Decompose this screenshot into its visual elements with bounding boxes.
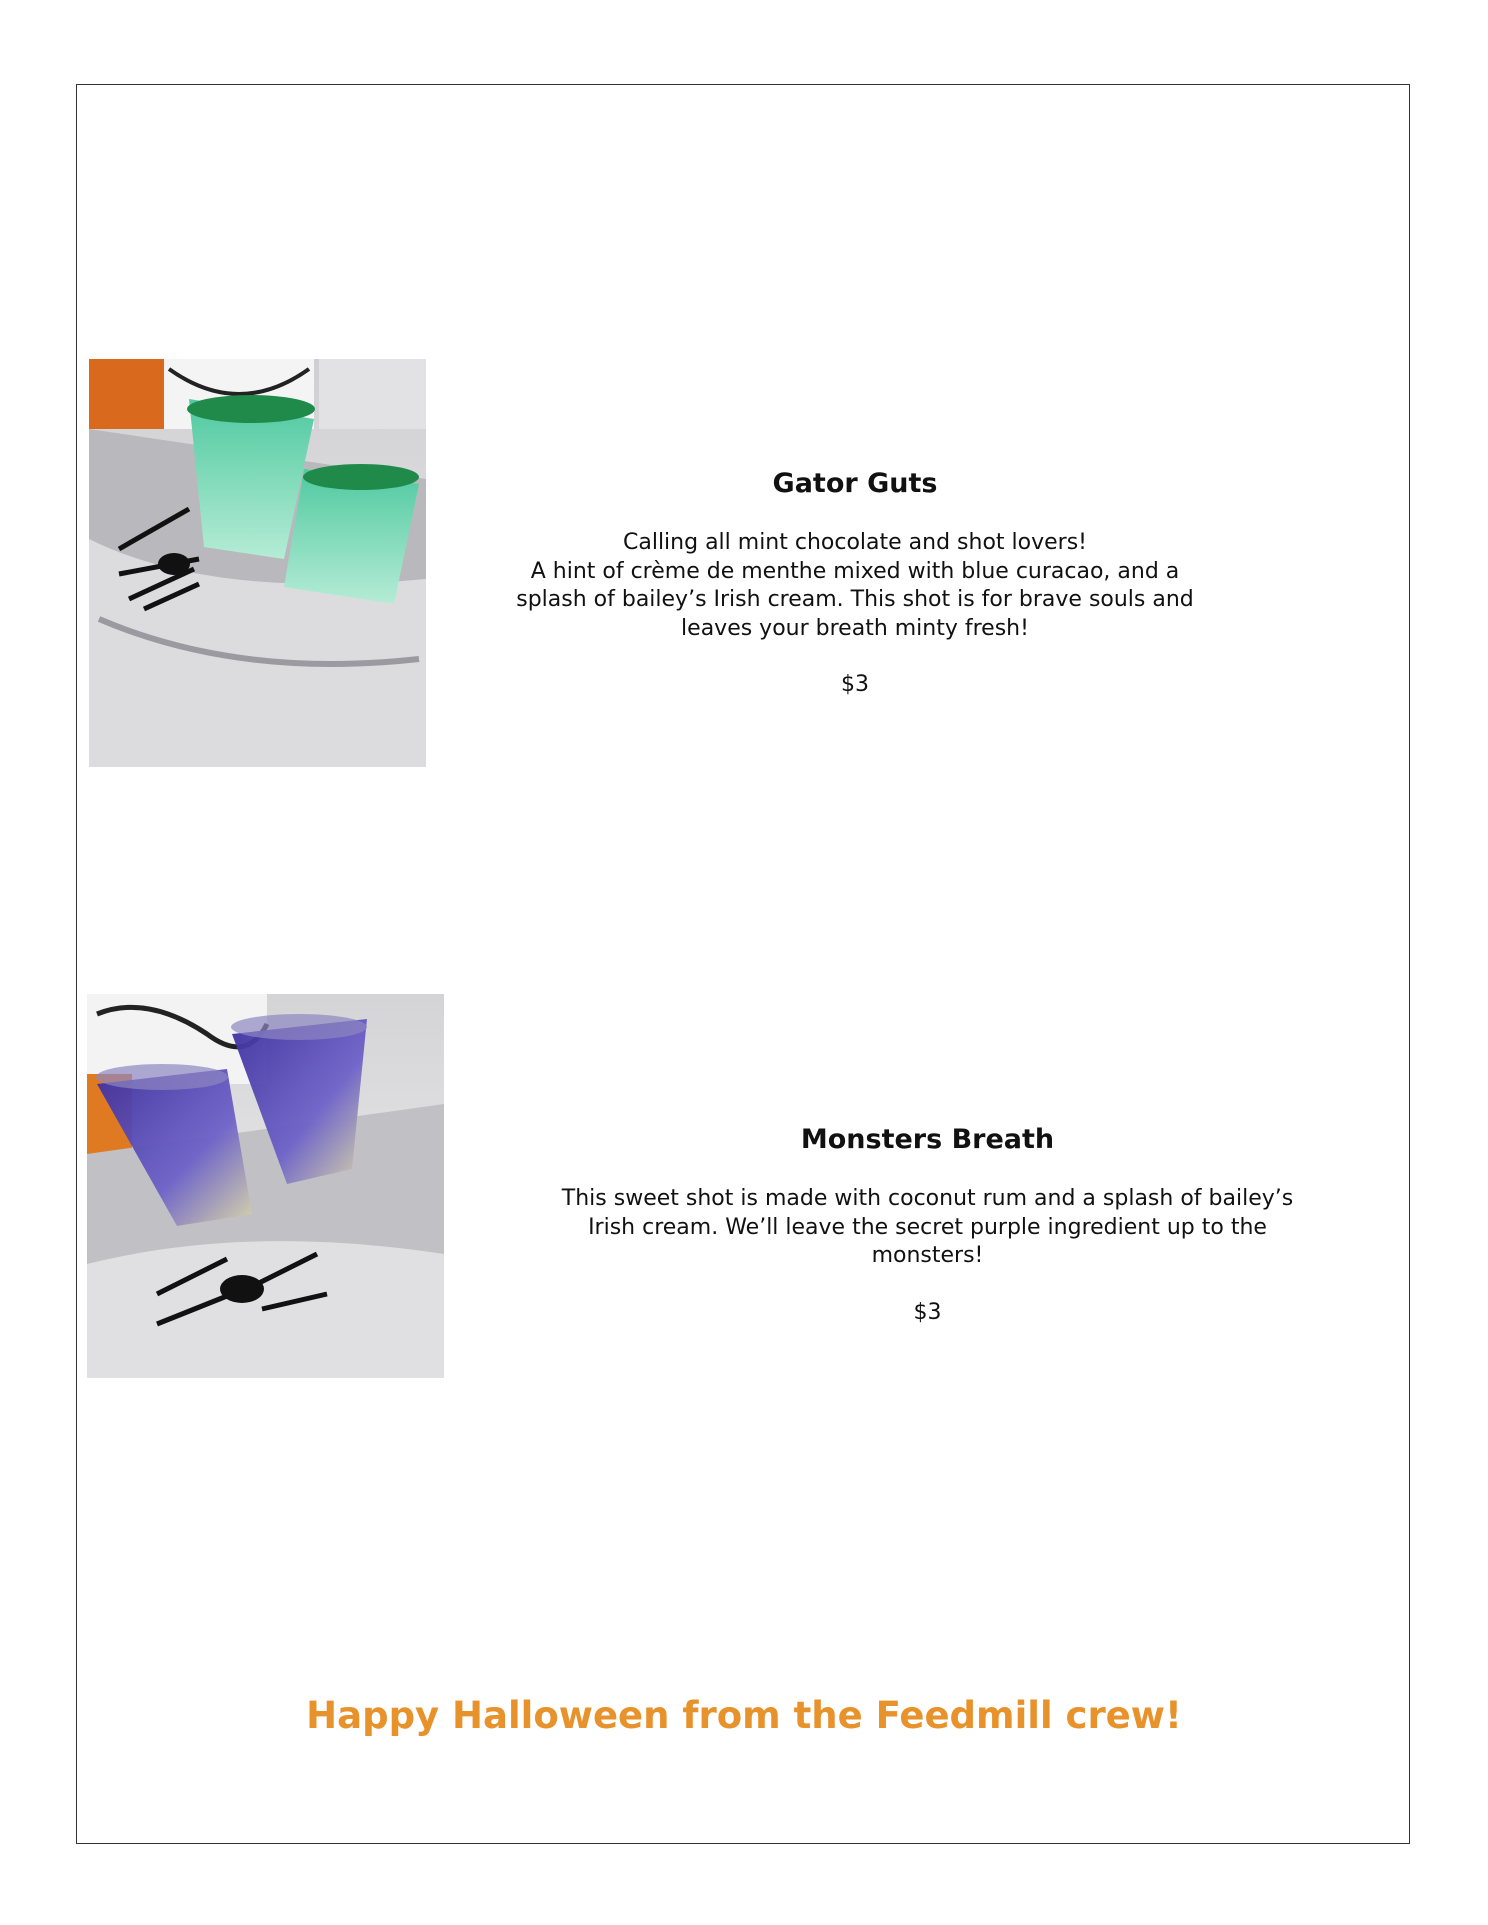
- item-title: Monsters Breath: [800, 1124, 1055, 1155]
- item-description: [550, 1185, 1305, 1271]
- description-line: This sweet shot is made with coconut rum and a splash of bailey’s: [561, 1186, 1294, 1211]
- menu-item-gator-guts: [510, 467, 1200, 700]
- item-title: Gator Guts: [772, 468, 938, 499]
- description-line: Irish cream. We’ll leave the secret purple ingredient up to the: [588, 1214, 1267, 1240]
- description-line: monsters!: [871, 1243, 984, 1268]
- gator-guts-photo: [89, 359, 426, 767]
- item-price: $3: [841, 672, 869, 697]
- description-line: leaves your breath minty fresh!: [681, 615, 1029, 641]
- monsters-breath-photo: [87, 994, 444, 1378]
- page-border: [76, 84, 1410, 1844]
- description-line: A hint of crème de menthe mixed with blue curacao, and a: [530, 558, 1180, 584]
- menu-item-monsters-breath: [550, 1123, 1305, 1327]
- item-price: $3: [913, 1299, 942, 1325]
- item-description: [510, 529, 1200, 643]
- description-line: Calling all mint chocolate and shot lovers!: [622, 530, 1087, 555]
- description-line: splash of bailey’s Irish cream. This shot is for brave souls and: [516, 587, 1194, 612]
- footer-message: Happy Halloween from the Feedmill crew!: [306, 1694, 1182, 1737]
